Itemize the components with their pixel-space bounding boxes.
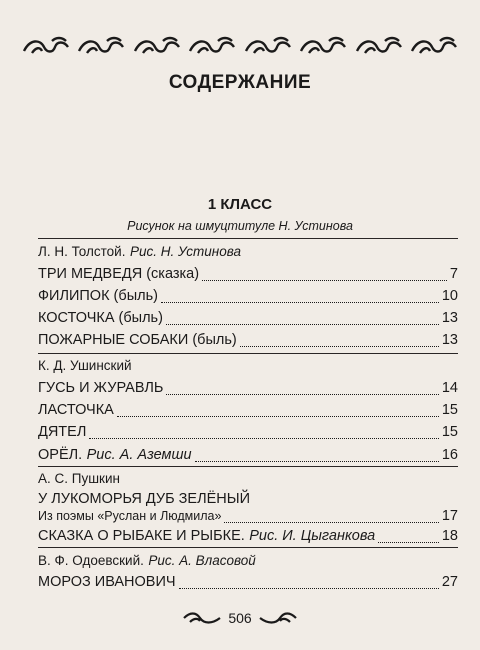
author-line: [38, 358, 458, 373]
illustrator-note: Рис. А. Аземши: [86, 447, 192, 463]
flourish-icon: [182, 610, 222, 626]
flourish-icon: [258, 610, 298, 626]
author-name: А. С. Пушкин: [38, 471, 120, 486]
toc-entry[interactable]: [38, 288, 458, 304]
entry-title: ЛАСТОЧКА: [38, 402, 114, 418]
leader-dots: [195, 452, 439, 462]
author-line: [38, 243, 458, 261]
scroll-ornament-icon: [299, 35, 347, 57]
scroll-ornament-icon: [22, 35, 70, 57]
entry-title: СКАЗКА О РЫБАКЕ И РЫБКЕ.: [38, 528, 245, 544]
toc-entry[interactable]: [38, 266, 458, 282]
leader-dots: [378, 533, 439, 543]
toc-entry[interactable]: [38, 332, 458, 348]
entry-title: ПОЖАРНЫЕ СОБАКИ (быль): [38, 332, 237, 348]
section-heading: 1 КЛАСС: [207, 196, 273, 213]
scroll-ornament-icon: [355, 35, 403, 57]
leader-dots: [202, 271, 447, 281]
page-number: 13: [441, 332, 458, 348]
page-number: 7: [449, 266, 458, 282]
toc-entry[interactable]: [38, 402, 458, 418]
entry-subtitle: Из поэмы «Руслан и Людмила»: [38, 509, 222, 523]
toc-entry[interactable]: [38, 310, 458, 326]
scroll-ornament-icon: [244, 35, 292, 57]
divider: [38, 353, 458, 354]
page-number: 15: [441, 402, 458, 418]
entry-title: КОСТОЧКА (быль): [38, 310, 163, 326]
scroll-ornament-icon: [188, 35, 236, 57]
page-number: 18: [441, 528, 458, 544]
illustrator-note: Рис. И. Цыганкова: [249, 528, 376, 544]
leader-dots: [166, 385, 438, 395]
leader-dots: [224, 513, 438, 523]
page-number: 14: [441, 380, 458, 396]
toc-entry[interactable]: [38, 527, 458, 545]
page-number: 13: [441, 310, 458, 326]
toc-entry-heading[interactable]: [38, 491, 458, 507]
illustrator-note: Рис. А. Власовой: [148, 553, 256, 568]
page-number: 17: [441, 508, 458, 524]
author-name: Л. Н. Толстой.: [38, 244, 126, 259]
page-footer: [0, 610, 480, 626]
entry-title: ФИЛИПОК (быль): [38, 288, 158, 304]
illustrator-note: Рис. Н. Устинова: [129, 244, 241, 259]
scroll-ornament-icon: [410, 35, 458, 57]
toc-entry[interactable]: [38, 424, 458, 440]
leader-dots: [166, 315, 439, 325]
leader-dots: [179, 579, 439, 589]
leader-dots: [117, 407, 439, 417]
author-name: К. Д. Ушинский: [38, 358, 132, 373]
divider: [38, 238, 458, 239]
page-number: 15: [441, 424, 458, 440]
scroll-ornament-icon: [133, 35, 181, 57]
top-ornament-row: [22, 34, 458, 58]
leader-dots: [240, 337, 439, 347]
author-name: В. Ф. Одоевский.: [38, 553, 144, 568]
page-title: СОДЕРЖАНИЕ: [168, 72, 312, 93]
divider: [38, 466, 458, 467]
scroll-ornament-icon: [77, 35, 125, 57]
toc-entry[interactable]: [38, 380, 458, 396]
entry-title: ГУСЬ И ЖУРАВЛЬ: [38, 380, 164, 396]
page-number: 16: [441, 447, 458, 463]
entry-title: ТРИ МЕДВЕДЯ (сказка): [38, 266, 200, 282]
entry-title: МОРОЗ ИВАНОВИЧ: [38, 574, 176, 590]
divider: [38, 547, 458, 548]
leader-dots: [161, 293, 439, 303]
leader-dots: [89, 429, 439, 439]
page-number: 10: [441, 288, 458, 304]
entry-title: У ЛУКОМОРЬЯ ДУБ ЗЕЛЁНЫЙ: [38, 491, 251, 507]
toc-entry[interactable]: [38, 574, 458, 590]
author-line: [38, 471, 458, 486]
entry-title: ДЯТЕЛ: [38, 424, 87, 440]
page-number: 27: [441, 574, 458, 590]
toc-entry[interactable]: [38, 446, 458, 464]
toc-entry[interactable]: [38, 508, 458, 524]
footer-page-number: 506: [228, 610, 252, 626]
author-line: [38, 552, 458, 570]
entry-title: ОРЁЛ.: [38, 447, 83, 463]
section-subtitle: Рисунок на шмуцтитуле Н. Устинова: [127, 219, 353, 233]
